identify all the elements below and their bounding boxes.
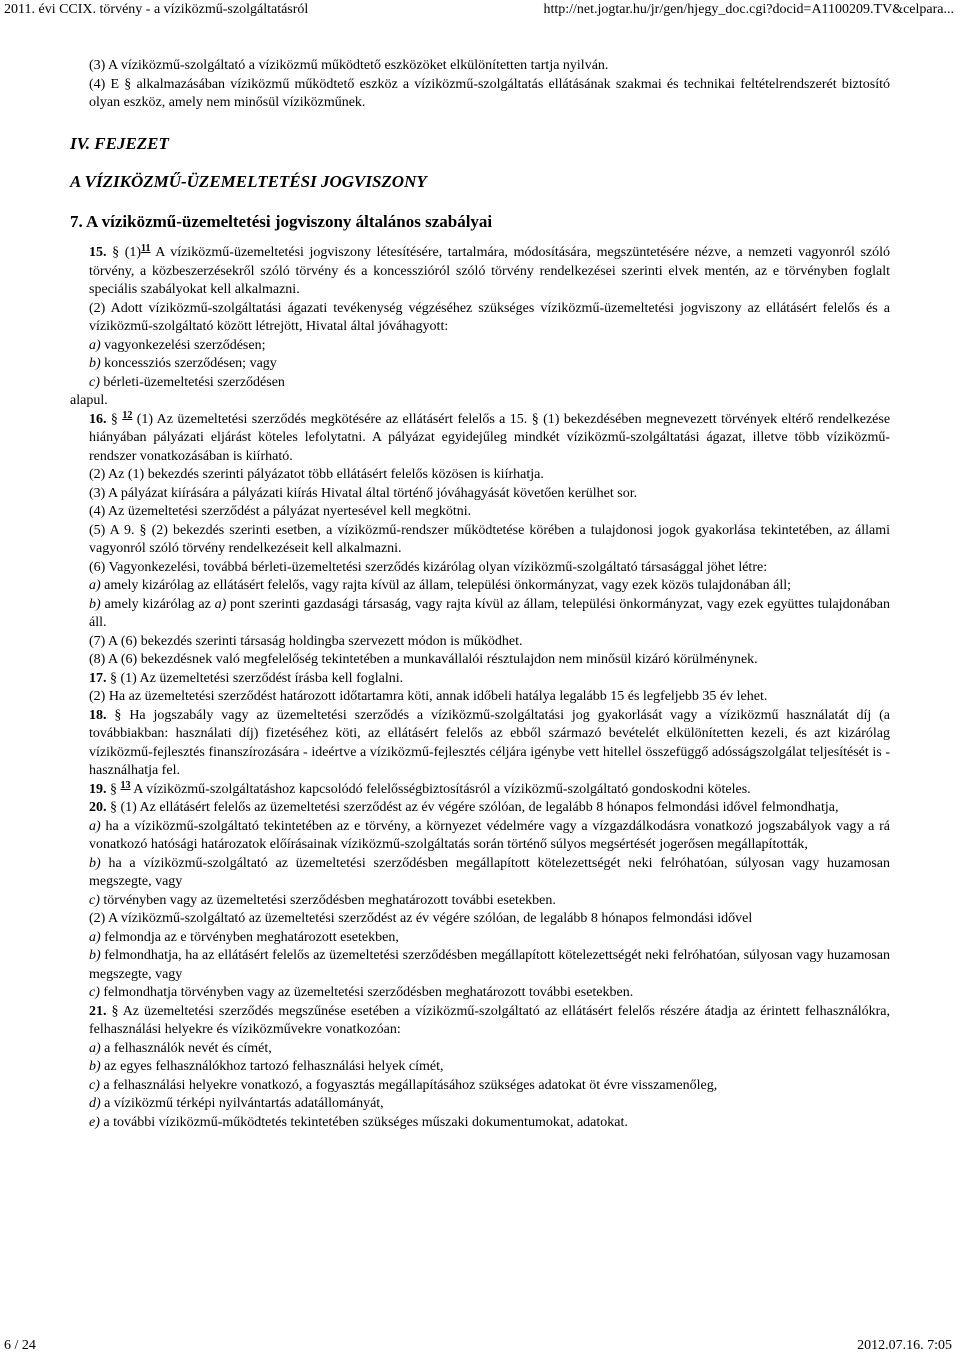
paragraph-9-3: (3) A víziközmű-szolgáltató a víziközmű működtető eszközöket elkülönítetten tartja nyilván. — [89, 58, 609, 73]
section-sign: § — [112, 245, 120, 260]
list-item: b) az egyes felhasználókhoz tartozó felhasználási helyek címét, — [89, 1059, 444, 1074]
section-sign: § — [124, 76, 132, 92]
list-item: a) ha a víziközmű-szolgáltató tekintetében az e törvény, a környezet védelmére vagy a vízgazdálkodásra vonatkozó jogszabályok vagy a rá vonatkozó hatósági határozatok előírásainak víziközmű-szolgáltatás során történő súlyos megsértését jogerősen megállapították, — [89, 818, 890, 852]
list-item: a) felmondja az e törvényben meghatározott esetekben, — [89, 929, 399, 945]
list-item: b) koncessziós szerződésen; vagy — [89, 356, 277, 371]
section-20-2: (2) A víziközmű-szolgáltató az üzemeltetési szerződést az év végére szólóan, de legalább 8 hónapos felmondási idővel — [89, 911, 753, 926]
section-16-2: (2) Az (1) bekezdés szerinti pályázatot több ellátásért felelős közösen is kiírhatja. — [89, 467, 544, 482]
page-number: 6 / 24 — [4, 1338, 36, 1353]
list-item: a) vagyonkezelési szerződésen; — [89, 337, 266, 353]
section-sign: § — [139, 522, 147, 538]
footnote-link-13[interactable]: 13 — [120, 779, 131, 791]
section-18: 18. § Ha jogszabály vagy az üzemeltetési szerződés a víziközmű-szolgáltatási jog gyakorlását vagy a víziközmű használatát díj (a továbbiakban: használati díj) fizetéséhez köti, az ellátásért felelős az ebből származó bevételét elkülönítetten kezeli, és azt kizárólag víziközmű-fejlesztés finanszírozására - ideértve a víziközmű-fejlesztés céljára igénybe vett hitellel összefüggő adósságszolgálat teljesítését is - használhatja fel. — [89, 707, 890, 778]
section-sign: § — [114, 707, 122, 723]
footnote-link-11[interactable]: 11 — [141, 243, 151, 254]
section-15-1: 15. § $(1)^{11}$ A víziközmű-üzemeltetési jogviszony létesítésére, tartalmára, módosítására, megszüntetésére nézve, a nemzeti vagyonról szóló törvény, a közbeszerzésekről szóló törvény és a koncesszióról szóló törvény rendelkezései szerinti elvek mentén, az e törvényben foglalt speciális szabályokat kell alkalmazni. — [89, 243, 891, 297]
document-url: http://net.jogtar.hu/jr/gen/hjegy_doc.cgi?docid=A1100209.TV&celpara... — [543, 2, 954, 17]
section-sign: § — [110, 800, 117, 815]
list-item: b) felmondhatja, ha az ellátásért felelős az üzemeltetési szerződésben megállapított kötelezettségét neki felróhatóan, súlyosan vagy huzamosan megszegte, vagy — [89, 948, 890, 982]
list-item: c) törvényben vagy az üzemeltetési szerződésben meghatározott további esetekben. — [89, 892, 556, 908]
paragraph-9-4: (4) E § alkalmazásában víziközmű működtető eszköz a víziközmű-szolgáltatás ellátásának szakmai és technikai feltételrendszerét biztosító olyan eszköz, amely nem minősül víziközműnek. — [89, 76, 890, 110]
section-16-8: (8) A (6) bekezdésnek való megfelelőség tekintetében a munkavállalói résztulajdon nem minősül kizáró körülménynek. — [89, 652, 758, 667]
list-item: c) a felhasználási helyekre vonatkozó, a fogyasztás megállapításához szükséges adatokat öt évre visszamenőleg, — [89, 1077, 718, 1093]
section-17-1: 17. § (1) Az üzemeltetési szerződést írásba kell foglalni. — [89, 670, 404, 686]
list-item: b) amely kizárólag az a) pont szerinti gazdasági társaság, vagy rajta kívül az állam, települési önkormányzat, vagy ezek együttes tulajdonában áll. — [89, 596, 890, 630]
section-16-1: 16. § $^{12}$ (1) Az üzemeltetési szerződés megkötésére az ellátásért felelős a 15. § (1) bekezdésében megnevezett törvények eltérő rendelkezése hiányában pályázati eljárást köteles lefolytatni. A pályázat egyidejűleg mindkét víziközmű-szolgáltatási ágazat, illetve több víziközmű-rendszer vonatkozásában is kiírható. — [89, 409, 891, 464]
section-16-7: (7) A (6) bekezdés szerinti társaság holdingba szervezett módon is működhet. — [89, 633, 523, 649]
browser-print-header — [0, 0, 960, 20]
section-sign: § — [110, 781, 117, 797]
list-item: e) a további víziközmű-működtetés tekintetében szükséges műszaki dokumentumokat, adatokat. — [89, 1114, 628, 1130]
section-16-6: (6) Vagyonkezelési, továbbá bérleti-üzemeltetési szerződés kizárólag olyan víziközmű-szolgáltató társasággal jöhet létre: — [89, 559, 768, 575]
section-16-3: (3) A pályázat kiírására a pályázati kiírás Hivatal által történő jóváhagyását követően kerülhet sor. — [89, 485, 638, 501]
list-item: a) amely kizárólag az ellátásért felelős, vagy rajta kívül az állam, települési önkormányzat, vagy ezek közös tulajdonában áll; — [89, 578, 792, 593]
print-datetime: 2012.07.16. 7:05 — [857, 1338, 952, 1353]
document-title: 2011. évi CCIX. törvény - a víziközmű-szolgáltatásról — [4, 2, 309, 17]
section-15-2: (2) Adott víziközmű-szolgáltatási ágazati tevékenység végzéséhez szükséges víziközmű-üzemeltetési jogviszony az ellátásért felelős és a víziközmű-szolgáltató között létrejött, Hivatal által jóváhagyott: — [89, 300, 890, 334]
section-sign: § — [110, 411, 118, 427]
section-sign: § — [110, 670, 117, 686]
document-body — [70, 57, 890, 1132]
footnote-link-12[interactable]: 12 — [122, 409, 133, 421]
list-item: d) a víziközmű térképi nyilvántartás adatállományát, — [89, 1096, 384, 1111]
list-item: b) ha a víziközmű-szolgáltató az üzemeltetési szerződésben megállapított kötelezettségét neki felróhatóan, súlyosan vagy huzamosan megszegte, vagy — [89, 855, 891, 889]
section-sign: § — [531, 411, 539, 427]
section-15-end: alapul. — [70, 393, 108, 408]
browser-print-footer — [0, 1338, 960, 1357]
section-20-1: 20. § (1) Az ellátásért felelős az üzemeltetési szerződést az év végére szólóan, de legalább 8 hónapos felmondási idővel felmondhatja, — [89, 800, 839, 815]
section-16-4: (4) Az üzemeltetési szerződést a pályázat nyertesével kell megkötni. — [89, 504, 472, 519]
section-17-2: (2) Ha az üzemeltetési szerződést határozott időtartamra köti, annak időbeli hatálya legalább 15 és legfeljebb 35 év lehet. — [89, 689, 768, 704]
section-heading: 7. A víziközmű-üzemeltetési jogviszony általános szabályai — [70, 211, 493, 231]
section-sign: § — [111, 1003, 119, 1019]
chapter-heading: IV. FEJEZET — [70, 133, 169, 153]
section-21: 21. § Az üzemeltetési szerződés megszűnése esetében a víziközmű-szolgáltató az ellátásért felelős részére átadja az érintett felhasználókra, felhasználási helyekre és víziközművekre vonatkozóan: — [89, 1003, 890, 1037]
list-item: c) bérleti-üzemeltetési szerződésen — [89, 374, 285, 390]
section-16-5: (5) A 9. § (2) bekezdés szerinti esetben, a víziközmű-rendszer működtetése körében a tulajdonosi jogok gyakorlása tekintetében, az állami vagyonról szóló törvény rendelkezéseit kell alkalmazni. — [89, 522, 891, 556]
list-item: a) a felhasználók nevét és címét, — [89, 1040, 272, 1056]
chapter-title: A VÍZIKÖZMŰ-ÜZEMELTETÉSI JOGVISZONY — [70, 172, 427, 191]
list-item: c) felmondhatja törvényben vagy az üzemeltetési szerződésben meghatározott további esetekben. — [89, 985, 634, 1000]
section-19: 19. § $^{13}$ A víziközmű-szolgáltatáshoz kapcsolódó felelősségbiztosításról a víziközmű-szolgáltató gondoskodni köteles. — [89, 779, 751, 797]
